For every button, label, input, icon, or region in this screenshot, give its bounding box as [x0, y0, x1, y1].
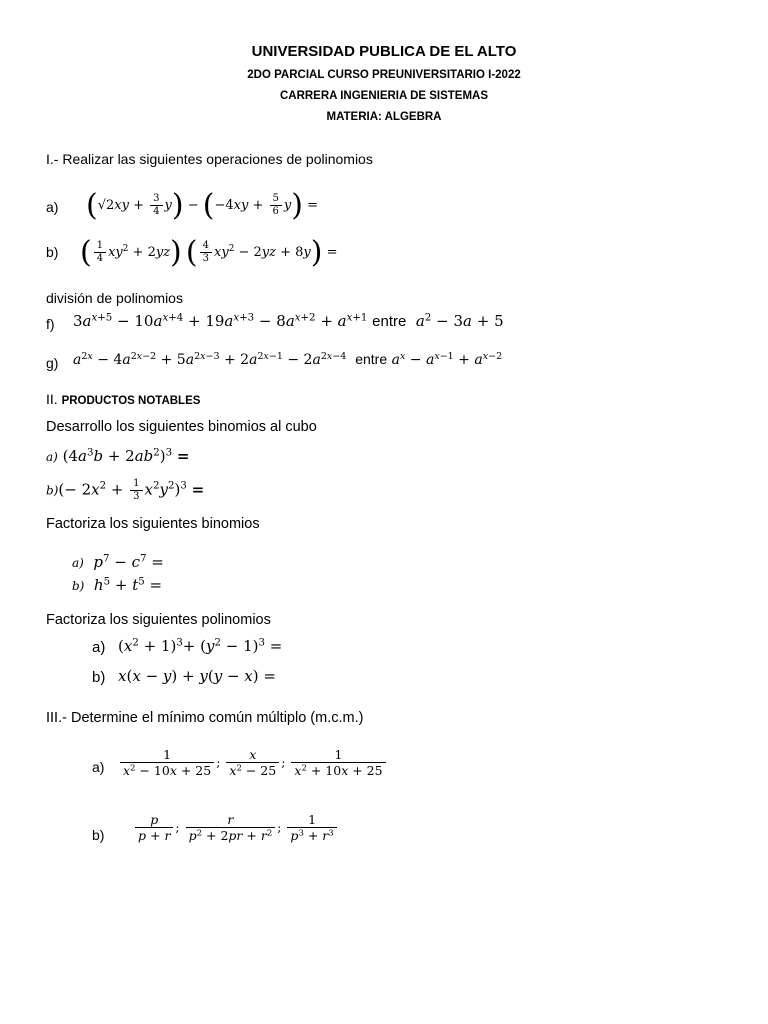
university-title: UNIVERSIDAD PUBLICA DE EL ALTO — [251, 43, 517, 60]
lcm-b-expression: $\frac{p}{p + r}$ ; $\frac{r}{p^2 + 2pr + r^2}$ ; $\frac{1}{p^3 + r^3}$ — [133, 813, 339, 843]
lcm-a-label: a) — [92, 759, 105, 775]
lcm-b-label: b) — [92, 827, 105, 843]
subject-title: MATERIA: ALGEBRA — [326, 111, 442, 123]
problem-f-label: f) — [46, 316, 55, 332]
lcm-a-expression: $\frac{1}{x^2 - 10x + 25}$ ; $\frac{x}{x^2 - 25}$ ; $\frac{1}{x^2 + 10x + 25}$ — [118, 748, 388, 778]
section-2-title — [46, 391, 200, 407]
division-title: división de polinomios — [46, 290, 183, 306]
exam-title: 2DO PARCIAL CURSO PREUNIVERSITARIO I-2022 — [247, 69, 521, 81]
cubes-title: Desarrollo los siguientes binomios al cubo — [46, 419, 317, 435]
cube-a-expression: a) $(4a^3b + 2ab^2)^3$ = — [46, 447, 190, 465]
factor-binomials-title: Factoriza los siguientes binomios — [46, 516, 260, 532]
problem-1b-label: b) — [46, 244, 59, 260]
factor-polynomials-title: Factoriza los siguientes polinomios — [46, 612, 271, 628]
section-1-title: I.- Realizar las siguientes operaciones de polinomios — [46, 151, 373, 167]
polynomial-b-expression: x(x − y) + y(y − x) = — [118, 667, 276, 685]
cube-b-expression: $b)(- 2x^2$ + $\frac{1}{3}$ $x^2y^2)^3$ = — [46, 478, 205, 502]
problem-1a-expression: (√2xy + $\frac{3}{4}$ y) − (−4xy + $\frac{5}{6}$ y) = — [86, 188, 318, 223]
problem-f-expression: $3a^{x+5} - 10a^{x+4} + 19a^{x+3} - 8a^{x+2} + a^{x+1}$ entre $a^2 - 3a + 5$ — [73, 312, 504, 330]
polynomial-a-expression: $(x^2 + 1)^3+ (y^2 - 1)^3$ = — [118, 637, 283, 655]
binomial-a-expression: a) $p^7 - c^7$ = — [72, 553, 164, 571]
section-2-heading: PRODUCTOS NOTABLES — [61, 395, 201, 407]
binomial-b-expression: b) $h^5 + t^5$ = — [72, 576, 163, 594]
problem-f-entre: entre — [372, 313, 407, 330]
section-2-number: II. — [46, 391, 58, 407]
problem-g-label: g) — [46, 355, 59, 371]
problem-1b-expression: ( $\frac{1}{4}$ $xy^2 + 2yz$) ( $\frac{4}{3}$ $xy^2 - 2yz + 8y$) = — [80, 235, 338, 270]
career-title: CARRERA INGENIERIA DE SISTEMAS — [279, 90, 489, 102]
problem-g-entre: entre — [355, 351, 388, 367]
problem-g-expression: $a^{2x} - 4a^{2x-2} + 5a^{2x-3} + 2a^{2x-1} - 2a^{2x-4}$ entre $a^x - a^{x-1} + a^{x-2}$ — [73, 350, 503, 368]
polynomial-b-label: b) — [92, 669, 106, 686]
problem-1a-label: a) — [46, 199, 59, 215]
polynomial-a-label: a) — [92, 639, 106, 656]
section-3-title: III.- Determine el mínimo común múltiplo (m.c.m.) — [46, 710, 364, 726]
